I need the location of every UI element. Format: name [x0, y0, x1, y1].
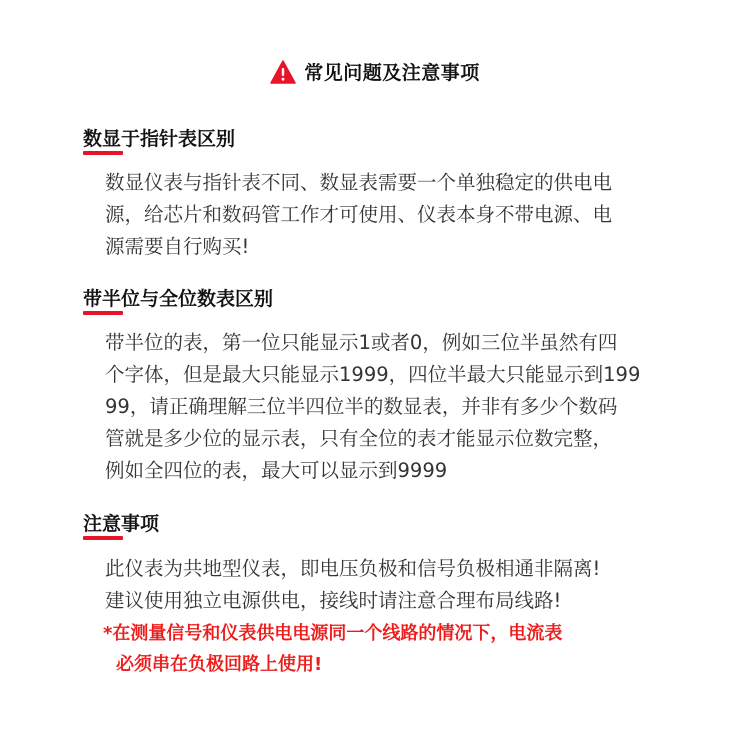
- section-title-underline: [83, 151, 123, 155]
- section-title-underline: [83, 311, 123, 315]
- body-line: 此仪表为共地型仪表，即电压负极和信号负极相通非隔离!: [105, 557, 601, 580]
- body-line: 数显仪表与指针表不同、数显表需要一个单独稳定的供电电: [105, 171, 613, 194]
- section-title-half-vs-full-digit: 带半位与全位数表区别: [83, 288, 274, 310]
- section-body-display-vs-needle: [105, 167, 670, 263]
- body-line: 源，给芯片和数码管工作才可使用、仪表本身不带电源、电: [105, 203, 613, 226]
- section-title-display-vs-needle: 数显于指针表区别: [83, 128, 236, 150]
- body-line: 建议使用独立电源供电，接线时请注意合理布局线路!: [105, 589, 562, 612]
- body-line: 管就是多少位的显示表，只有全位的表才能显示位数完整，: [105, 427, 613, 450]
- section-title-notes: 注意事项: [83, 513, 160, 535]
- section-title-underline: [83, 536, 123, 540]
- body-line: 源需要自行购买!: [105, 235, 250, 258]
- body-line: 99，请正确理解三位半四位半的数显表，并非有多少个数码: [105, 395, 618, 418]
- section-body-half-vs-full-digit: [105, 327, 670, 487]
- warning-text-line: 必须串在负极回路上使用!: [116, 654, 323, 675]
- body-line: 带半位的表，第一位只能显示1或者0，例如三位半虽然有四: [105, 331, 618, 354]
- page-title: 常见问题及注意事项: [304, 62, 480, 84]
- warning-triangle-icon: [270, 60, 296, 84]
- warning-text-line: *在测量信号和仪表供电电源同一个线路的情况下，电流表: [103, 623, 563, 644]
- section-body-notes: [105, 553, 670, 617]
- body-line: 个字体，但是最大只能显示1999，四位半最大只能显示到199: [105, 363, 641, 386]
- page-header: [0, 58, 750, 85]
- body-line: 例如全四位的表，最大可以显示到9999: [105, 459, 448, 482]
